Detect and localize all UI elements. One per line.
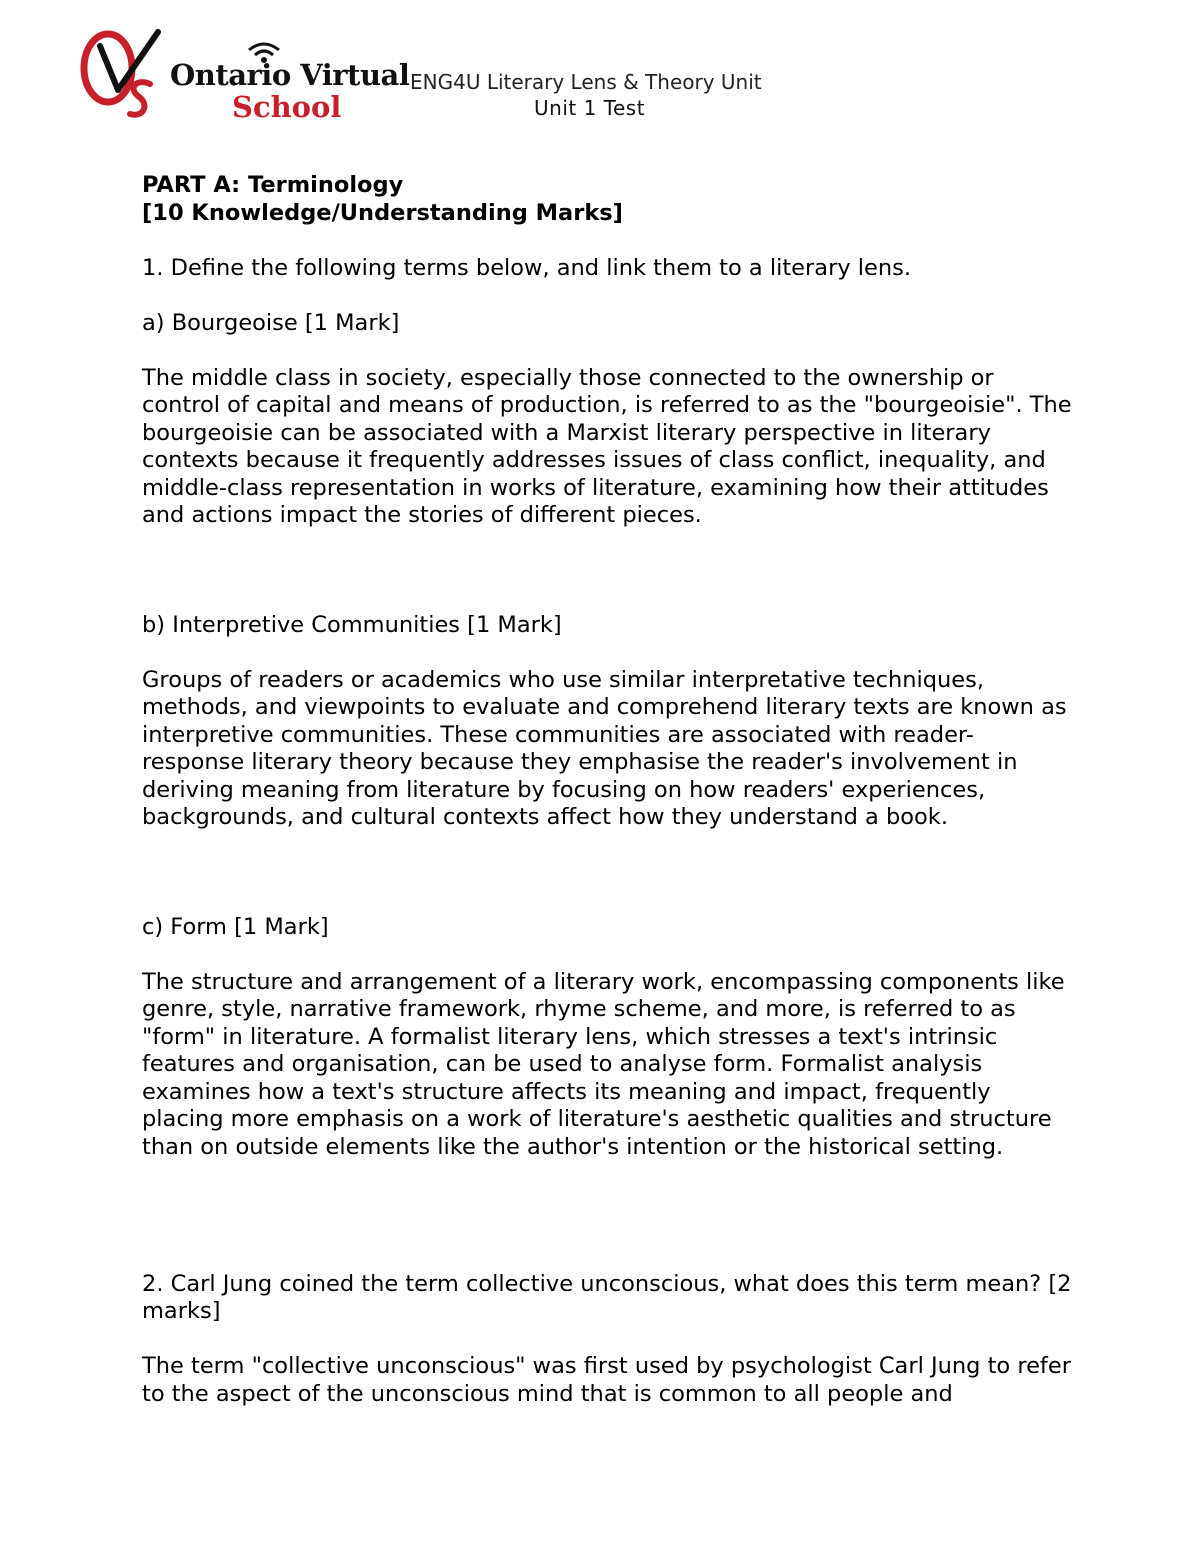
part-a-marks: [10 Knowledge/Understanding Marks] [142, 199, 623, 226]
document-header [78, 28, 838, 128]
term-b-answer: Groups of readers or academics who use similar interpretative techniques, methods, and viewpoints to evaluate and comprehend literary texts are known as interpretive communities. These communities are associated with reader-response literary theory because they emphasise the reader's involvement in deriving meaning from literature by focusing on how readers' experiences, backgrounds, and cultural contexts affect how they understand a book. [142, 666, 1067, 830]
part-a-heading: PART A: Terminology [142, 172, 404, 198]
question-2-answer: The term "collective unconscious" was first used by psychologist Carl Jung to refer to the aspect of the unconscious mind that is common to all people and [142, 1353, 1071, 1407]
term-a-label: a) Bourgeoise [1 Mark] [142, 309, 400, 336]
question-1-prompt: 1. Define the following terms below, and link them to a literary lens. [142, 254, 912, 281]
document-body [142, 172, 1072, 1408]
question-2-prompt: 2. Carl Jung coined the term collective unconscious, what does this term mean? [2 marks] [142, 1270, 1072, 1324]
test-title: Unit 1 Test [534, 96, 646, 120]
term-c-answer: The structure and arrangement of a literary work, encompassing components like genre, style, narrative framework, rhyme scheme, and more, is referred to as "form" in literature. A formalist literary lens, which stresses a text's intrinsic features and organisation, can be used to analyse form. Formalist analysis examines how a text's structure affects its meaning and impact, frequently placing more emphasis on a work of literature's aesthetic qualities and structure than on outside elements like the author's intention or the historical setting. [142, 968, 1065, 1160]
term-c-label: c) Form [1 Mark] [142, 913, 329, 940]
course-title: ENG4U Literary Lens & Theory Unit [410, 70, 762, 94]
term-a-answer: The middle class in society, especially those connected to the ownership or control of capital and means of production, is referred to as the "bourgeoisie". The bourgeoisie can be associated with a Marxist literary perspective in literary contexts because it frequently addresses issues of class conflict, inequality, and middle-class representation in works of literature, examining how their attitudes and actions impact the stories of different pieces. [142, 364, 1072, 528]
logo-text-ontario-virtual: Ontario Virtual [170, 58, 410, 92]
logo-text-school: School [232, 90, 342, 124]
ovs-logo-icon [78, 28, 162, 122]
term-b-label: b) Interpretive Communities [1 Mark] [142, 611, 562, 638]
